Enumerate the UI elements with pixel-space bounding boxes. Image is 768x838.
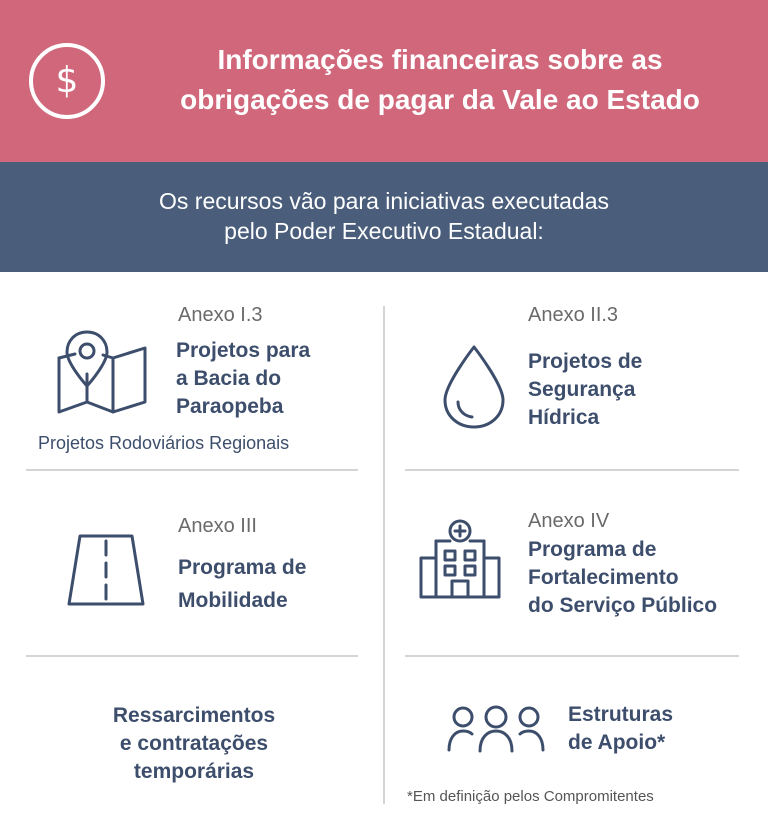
servico-line-1: Programa de <box>528 538 657 561</box>
paraopeba-line-2: a Bacia do <box>176 367 282 390</box>
mobilidade-line-2: Mobilidade <box>178 589 288 612</box>
annex-label-3: Anexo III <box>178 515 257 537</box>
vertical-divider <box>383 306 385 804</box>
apoio-line-2: de Apoio* <box>568 731 666 754</box>
mobilidade-title <box>178 551 306 617</box>
subtitle-line-2: pelo Poder Executivo Estadual: <box>224 218 544 244</box>
hidrica-line-3: Hídrica <box>528 406 600 429</box>
apoio-title <box>568 701 673 757</box>
divider-right-2 <box>405 655 739 657</box>
subtitle-line-1: Os recursos vão para iniciativas executadas <box>159 188 609 214</box>
ressarcimentos-line-3: temporárias <box>133 760 255 783</box>
hidrica-line-1: Projetos de <box>528 350 643 373</box>
road-icon <box>66 533 146 607</box>
map-pin-icon <box>55 330 151 416</box>
hidrica-line-2: Segurança <box>528 378 636 401</box>
ressarcimentos-title <box>40 702 348 786</box>
divider-right-1 <box>405 469 739 471</box>
paraopeba-note: Projetos Rodoviários Regionais <box>38 433 290 453</box>
paraopeba-line-1: Projetos para <box>176 339 311 362</box>
divider-left-2 <box>26 655 358 657</box>
apoio-line-1: Estruturas <box>568 703 674 726</box>
water-drop-icon <box>440 344 508 430</box>
page-title <box>120 40 760 120</box>
annex-label-4: Anexo IV <box>528 510 610 532</box>
subtitle <box>0 186 768 246</box>
hospital-building-icon <box>418 518 502 600</box>
mobilidade-line-1: Programa de <box>178 556 307 579</box>
ressarcimentos-line-2: e contratações <box>119 732 269 755</box>
divider-left-1 <box>26 469 358 471</box>
paraopeba-title <box>176 337 310 421</box>
annex-label-1-3: Anexo I.3 <box>178 304 263 326</box>
annex-label-2-3: Anexo II.3 <box>528 304 619 326</box>
dollar-symbol: $ <box>55 60 79 101</box>
footnote: *Em definição pelos Compromitentes <box>407 788 654 805</box>
title-line-1: Informações financeiras sobre as <box>217 44 663 75</box>
paraopeba-line-3: Paraopeba <box>176 395 284 418</box>
title-line-2: obrigações de pagar da Vale ao Estado <box>180 84 700 115</box>
people-group-icon <box>446 703 546 753</box>
hidrica-title <box>528 348 642 432</box>
ressarcimentos-line-1: Ressarcimentos <box>112 704 276 727</box>
servico-line-3: do Serviço Público <box>528 594 718 617</box>
servico-line-2: Fortalecimento <box>528 566 679 589</box>
servico-title <box>528 536 717 620</box>
dollar-circle-icon <box>29 43 105 119</box>
